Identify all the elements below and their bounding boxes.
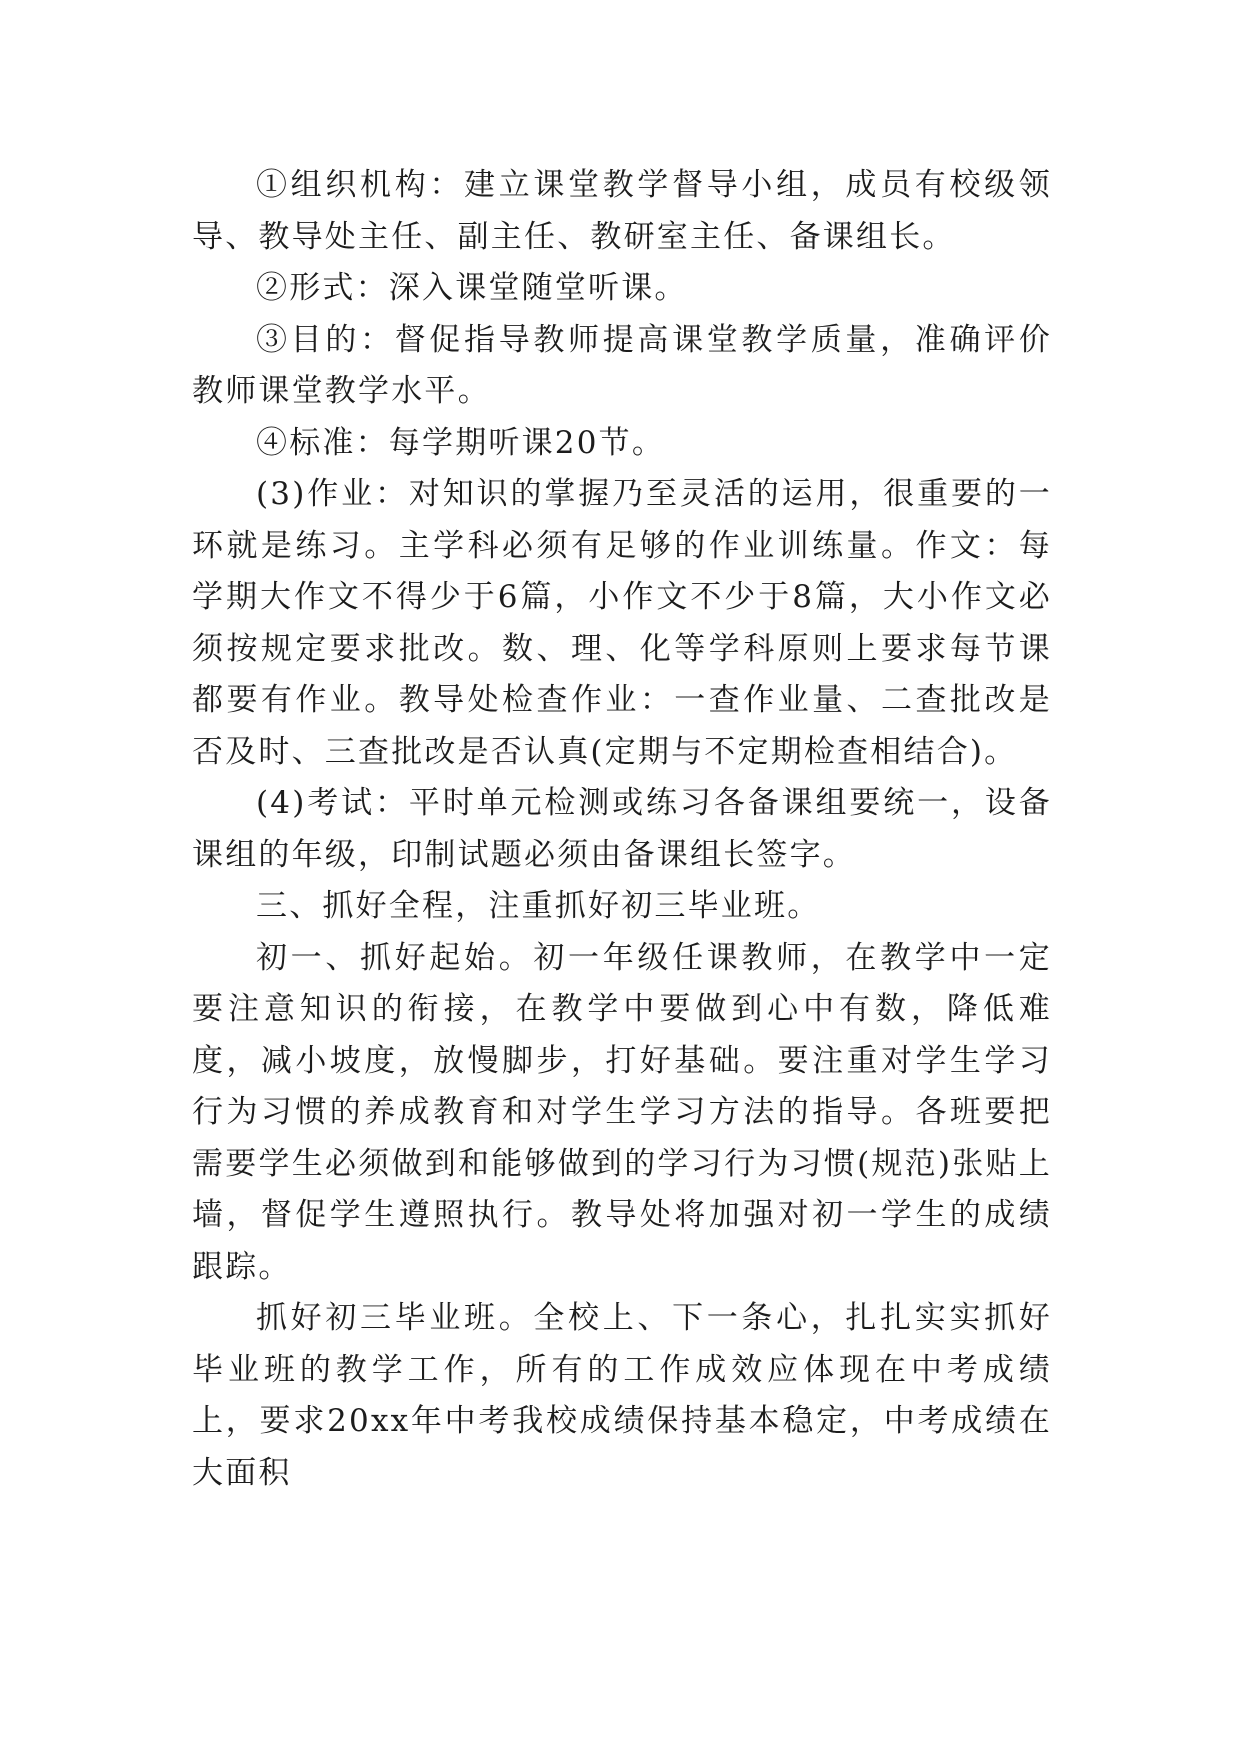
paragraph-purpose: ③目的：督促指导教师提高课堂教学质量，准确评价教师课堂教学水平。 [192,321,1052,409]
paragraph-standard: ④标准：每学期听课20节。 [256,424,666,461]
paragraph-organization: ①组织机构：建立课堂教学督导小组，成员有校级领导、教导处主任、副主任、教研室主任、备课组长。 [192,167,1052,255]
paragraph-homework: (3)作业：对知识的掌握乃至灵活的运用，很重要的一环就是练习。主学科必须有足够的作业训练量。作文：每学期大作文不得少于6篇，小作文不少于8篇，大小作文必须按规定要求批改。数、理、化等学科原则上要求每节课都要有作业。教导处检查作业：一查作业量、二查批改是否及时、三查批改是否认真(定期与不定期检查相结合)。 [192,476,1052,770]
paragraph-exam: (4)考试：平时单元检测或练习各备课组要统一，设备课组的年级，印制试题必须由备课组长签字。 [192,785,1052,873]
paragraph-grade-three: 抓好初三毕业班。全校上、下一条心，扎扎实实抓好毕业班的教学工作，所有的工作成效应体现在中考成绩上，要求20xx年中考我校成绩保持基本稳定，中考成绩在大面积 [192,1300,1052,1491]
paragraph-grade-one: 初一、抓好起始。初一年级任课教师，在教学中一定要注意知识的衔接，在教学中要做到心中有数，降低难度，减小坡度，放慢脚步，打好基础。要注重对学生学习行为习惯的养成教育和对学生学习方法的指导。各班要把需要学生必须做到和能够做到的学习行为习惯(规范)张贴上墙，督促学生遵照执行。教导处将加强对初一学生的成绩跟踪。 [192,939,1052,1285]
document-body [192,160,1052,1499]
paragraph-section-three: 三、抓好全程，注重抓好初三毕业班。 [256,888,821,924]
paragraph-form: ②形式：深入课堂随堂听课。 [256,270,688,306]
